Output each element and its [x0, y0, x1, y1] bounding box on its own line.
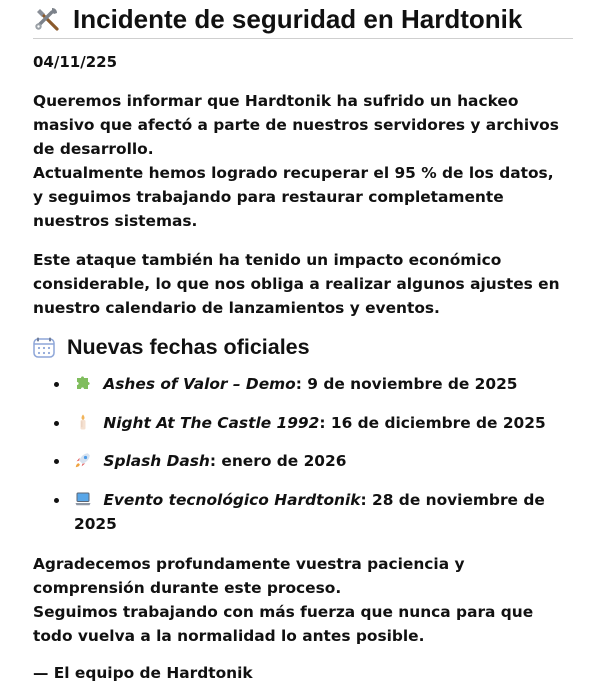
- name-separator: :: [319, 413, 331, 432]
- impact-paragraph: [33, 248, 581, 320]
- impact-line: considerable, lo que nos obliga a realizar algunos ajustes en: [33, 275, 560, 293]
- impact-line: nuestro calendario de lanzamientos y eventos.: [33, 299, 440, 317]
- laptop-icon: [74, 490, 92, 508]
- intro-line: masivo que afectó a parte de nuestros servidores y archivos: [33, 116, 559, 134]
- name-separator: :: [209, 452, 222, 470]
- hammer-and-wrench-icon: [33, 4, 63, 34]
- thanks-line: todo vuelva a la normalidad lo antes posible.: [33, 627, 425, 645]
- publication-date: 04/11/225: [33, 53, 118, 71]
- release-date-item: [50, 488, 570, 536]
- event-name: Night At The Castle 1992: [103, 413, 320, 432]
- release-date-item: [50, 449, 570, 473]
- event-date-continuation: 2025: [74, 514, 117, 533]
- event-date: 9 de noviembre de 2025: [307, 375, 518, 393]
- intro-line: de desarrollo.: [33, 140, 154, 158]
- release-date-item: [50, 372, 570, 396]
- puzzle-piece-icon: [74, 374, 92, 392]
- title-divider: [33, 38, 573, 39]
- name-separator: :: [295, 375, 308, 393]
- event-date: 16 de diciembre de 2025: [330, 413, 546, 432]
- event-date: enero de 2026: [221, 452, 347, 470]
- event-name: Ashes of Valor – Demo: [103, 375, 296, 393]
- impact-line: Este ataque también ha tenido un impacto económico: [33, 251, 502, 269]
- bullet-dot: [54, 421, 59, 426]
- thanks-paragraph: [33, 552, 581, 648]
- intro-line: nuestros sistemas.: [33, 212, 198, 230]
- event-name: Evento tecnológico Hardtonik: [103, 490, 361, 509]
- official-dates-heading: [33, 333, 310, 361]
- intro-line: Actualmente hemos logrado recuperar el 95 % de los datos,: [33, 164, 554, 182]
- calendar-icon: [33, 336, 55, 358]
- release-date-item: [50, 411, 570, 435]
- bullet-dot: [54, 382, 59, 387]
- event-date: 28 de noviembre de: [372, 490, 545, 509]
- intro-line: Queremos informar que Hardtonik ha sufrido un hackeo: [33, 92, 519, 110]
- name-separator: :: [360, 490, 373, 509]
- candle-icon: [74, 413, 92, 431]
- thanks-line: Seguimos trabajando con más fuerza que nunca para que: [33, 603, 534, 621]
- page-title: Incidente de seguridad en Hardtonik: [73, 4, 523, 34]
- intro-line: y seguimos trabajando para restaurar completamente: [33, 188, 504, 206]
- rocket-icon: [74, 451, 92, 469]
- section-title: Nuevas fechas oficiales: [67, 335, 310, 359]
- signature: — El equipo de Hardtonik: [33, 664, 253, 682]
- release-dates-list: [50, 372, 570, 536]
- bullet-dot: [54, 498, 59, 503]
- thanks-line: comprensión durante este proceso.: [33, 579, 342, 597]
- event-name: Splash Dash: [103, 452, 210, 470]
- announcement-header: [33, 3, 573, 35]
- intro-paragraph: [33, 89, 581, 233]
- bullet-dot: [54, 459, 59, 464]
- thanks-line: Agradecemos profundamente vuestra paciencia y: [33, 555, 465, 573]
